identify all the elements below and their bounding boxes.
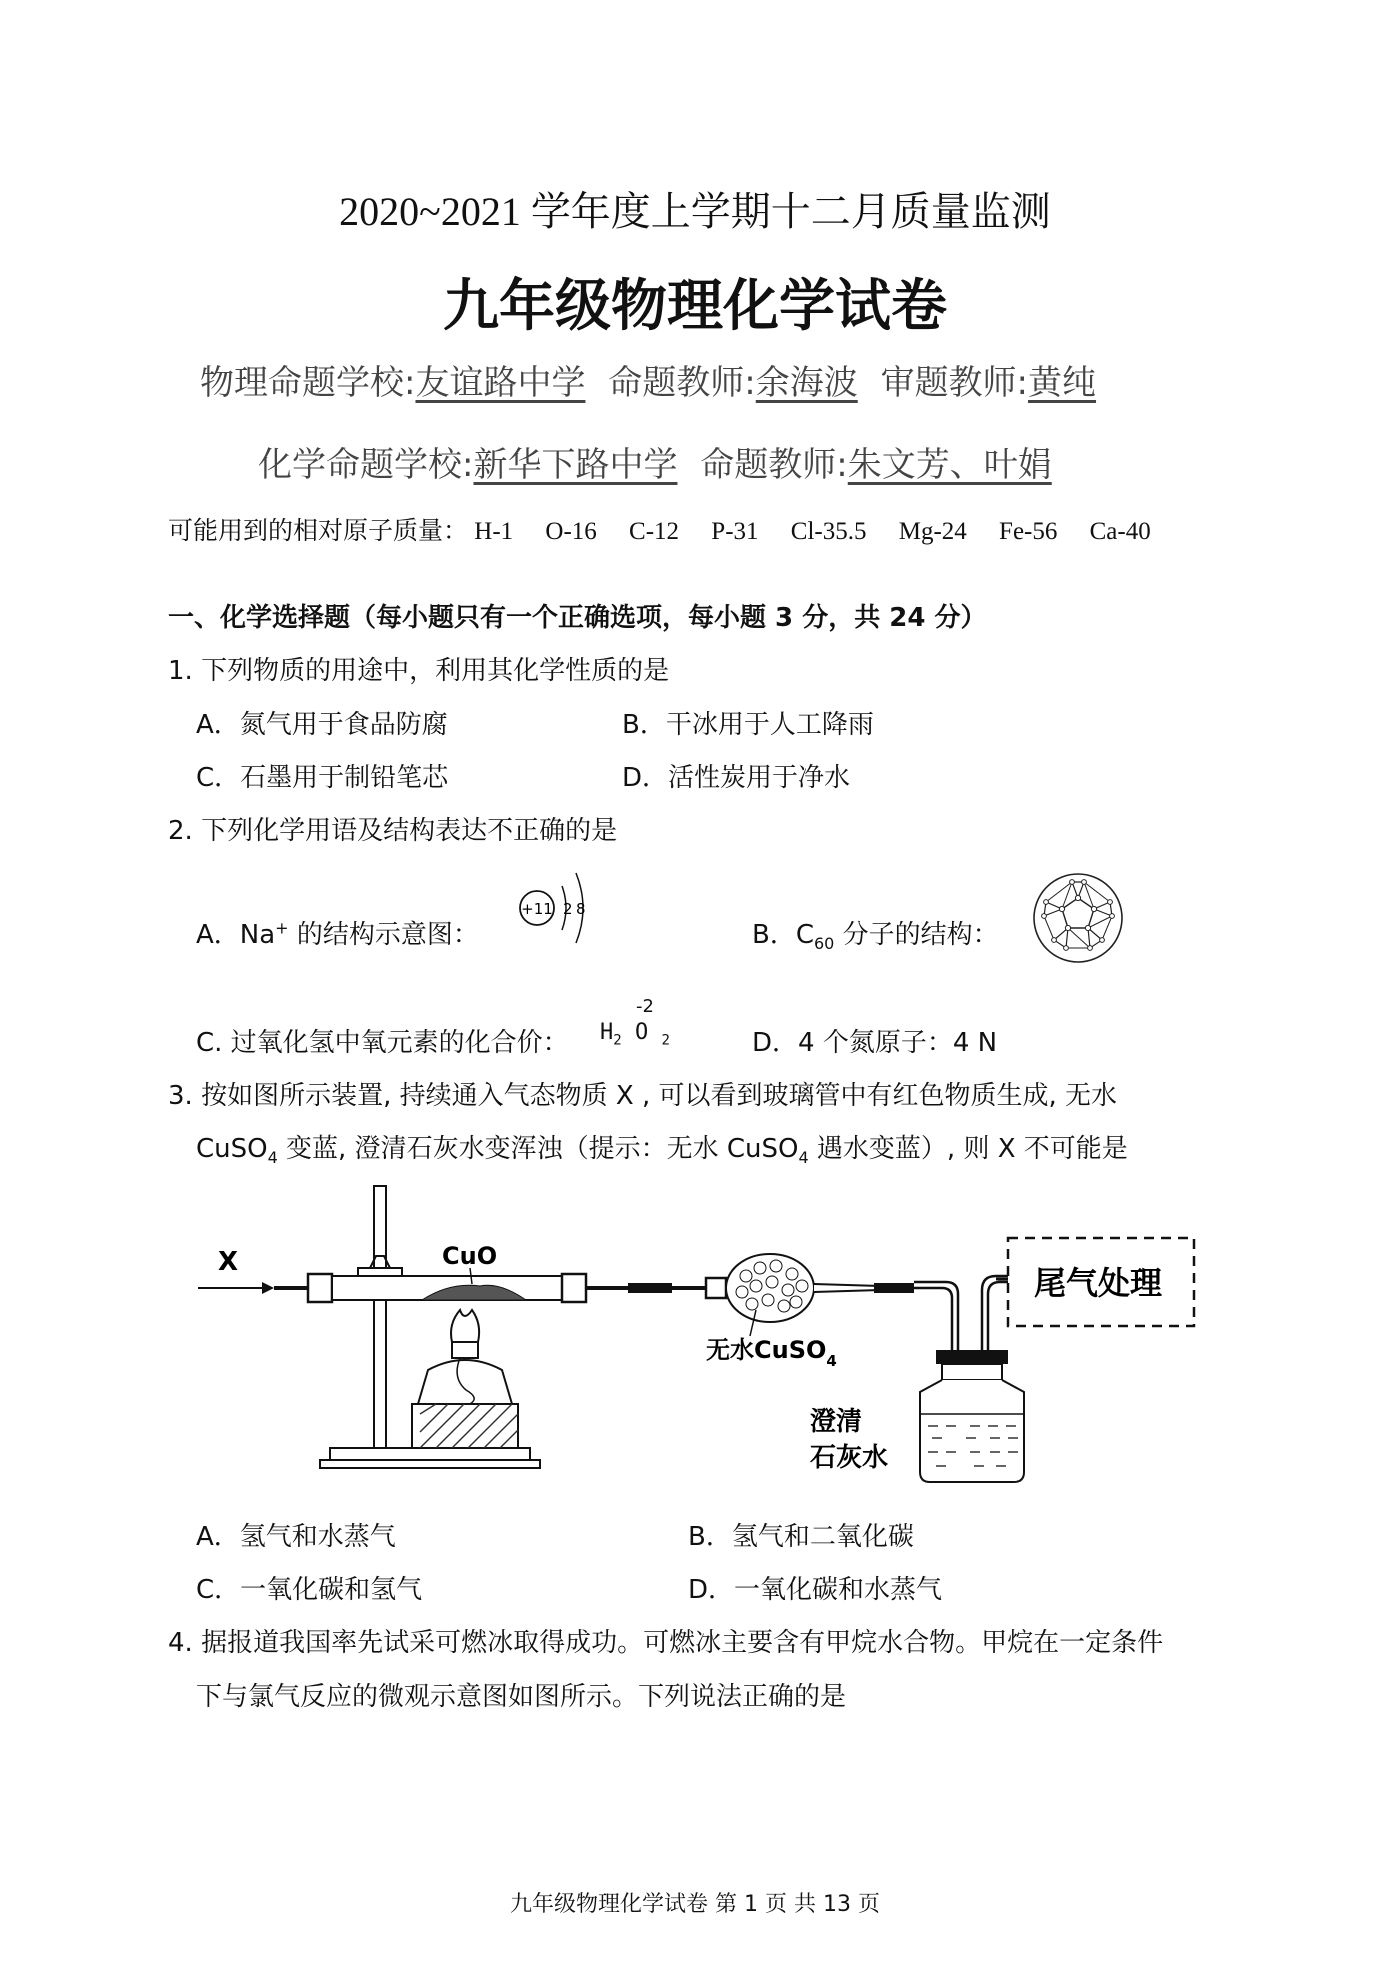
q1-option-b: B．干冰用于人工降雨 [622, 710, 874, 740]
formula-h: H [600, 1020, 614, 1045]
reviewer-label: 审题教师: [880, 363, 1029, 403]
cuso4-label: 无水CuSO$_4$ [706, 1336, 837, 1370]
sodium-ion-diagram [512, 858, 592, 968]
apparatus-diagram [190, 1182, 1210, 1492]
x-inlet-label: X [218, 1247, 239, 1277]
atom-shell2-label: 8 [576, 900, 586, 918]
atomic-masses-label: 可能用到的相对原子质量： [168, 516, 469, 545]
q3-option-a: A．氢气和水蒸气 [196, 1522, 396, 1552]
c60-molecule-icon [1028, 868, 1128, 968]
formula-h-sub: 2 [613, 1032, 622, 1049]
q4-stem-line1: 4. 据报道我国率先试采可燃冰取得成功。可燃冰主要含有甲烷水合物。甲烷在一定条件 [168, 1628, 1164, 1658]
chem-teacher-label: 命题教师: [700, 445, 848, 485]
q3-stem-sub: 4 [267, 1148, 278, 1168]
q3-option-c: C．一氧化碳和氢气 [196, 1575, 423, 1605]
exam-title-line2: 九年级物理化学试卷 [443, 274, 947, 339]
physics-school-label: 物理命题学校: [200, 363, 416, 403]
atomic-mass: H-1 [474, 518, 514, 545]
atomic-mass: Mg-24 [898, 518, 967, 545]
atom-shell1-label: 2 [563, 900, 573, 918]
formula-text [600, 1020, 670, 1048]
q2-b-suffix: 分子的结构： [834, 920, 999, 950]
q2-b-prefix: B．C [752, 920, 814, 950]
q2-stem: 2. 下列化学用语及结构表达不正确的是 [168, 816, 618, 846]
physics-author-line [200, 355, 1096, 404]
alcohol-lamp [412, 1310, 518, 1448]
q1-option-d: D．活性炭用于净水 [622, 763, 851, 793]
cuo-label: CuO [442, 1242, 498, 1270]
inlet-arrow-head [262, 1282, 274, 1294]
q2-a-superscript: + [275, 918, 289, 938]
atomic-masses-line [168, 511, 1151, 547]
formula-o-sub: 2 [661, 1032, 670, 1049]
hydrogen-peroxide-formula [600, 996, 680, 1056]
q3-stem-sub: 4 [798, 1148, 809, 1168]
tail-gas-label: 尾气处理 [1034, 1264, 1163, 1302]
q2-option-d: D．4 个氮原子：4 N [752, 1028, 998, 1058]
q3-stem-part: CuSO [196, 1134, 268, 1164]
atomic-mass: Fe-56 [999, 518, 1058, 545]
reviewer: 黄纯 [1028, 363, 1097, 403]
q2-option-c: C. 过氧化氢中氧元素的化合价： [196, 1028, 569, 1058]
atomic-mass: O-16 [545, 518, 597, 545]
q2-a-prefix: A．Na [196, 920, 276, 950]
drying-tube [706, 1254, 914, 1322]
q3-option-d: D．一氧化碳和水蒸气 [688, 1575, 943, 1605]
oxygen-valence: -2 [636, 996, 654, 1017]
formula-o: O [634, 1020, 649, 1045]
q3-stem-line2 [196, 1128, 1128, 1167]
limewater-label-line1: 澄清 [810, 1407, 863, 1437]
q2-a-suffix: 的结构示意图： [288, 920, 479, 950]
chem-teacher: 朱文芳、叶娟 [847, 445, 1052, 485]
limewater-label-line2: 石灰水 [810, 1443, 889, 1473]
q3-stem-part: 变蓝, 澄清石灰水变浑浊（提示：无水 CuSO [277, 1134, 799, 1164]
reaction-tube [274, 1274, 586, 1302]
q3-stem-line1: 3. 按如图所示装置, 持续通入气态物质 X , 可以看到玻璃管中有红色物质生成, 无水 [168, 1081, 1118, 1111]
limewater-bottle [920, 1350, 1024, 1482]
page-footer: 九年级物理化学试卷 第 1 页 共 13 页 [510, 1892, 880, 1917]
q4-stem-line2: 下与氯气反应的微观示意图如图所示。下列说法正确的是 [196, 1682, 847, 1712]
chem-school: 新华下路中学 [473, 445, 678, 485]
q2-option-a [196, 914, 479, 951]
q1-option-c: C．石墨用于制铅笔芯 [196, 763, 449, 793]
q1-stem: 1. 下列物质的用途中，利用其化学性质的是 [168, 656, 670, 686]
atomic-mass: Cl-35.5 [790, 518, 867, 545]
q2-b-subscript: 60 [814, 934, 835, 954]
q3-stem-part: 遇水变蓝）, 则 X 不可能是 [808, 1134, 1128, 1164]
physics-school: 友谊路中学 [415, 363, 586, 403]
q3-option-b: B．氢气和二氧化碳 [688, 1522, 914, 1552]
physics-teacher-label: 命题教师: [608, 363, 756, 403]
atomic-mass: P-31 [711, 518, 759, 545]
rubber-connector [628, 1283, 672, 1293]
q1-option-a: A．氮气用于食品防腐 [196, 710, 448, 740]
exam-title-line1: 2020~2021 学年度上学期十二月质量监测 [339, 189, 1051, 234]
atomic-mass: C-12 [629, 518, 680, 545]
physics-teacher: 余海波 [755, 363, 858, 403]
chem-author-line [258, 437, 1052, 486]
atomic-mass: Ca-40 [1089, 518, 1151, 545]
q2-option-b [752, 914, 999, 953]
section-title: 一、化学选择题（每小题只有一个正确选项，每小题 3 分，共 24 分） [168, 603, 987, 633]
atom-nucleus-label: +11 [521, 900, 553, 918]
chem-school-label: 化学命题学校: [258, 445, 474, 485]
